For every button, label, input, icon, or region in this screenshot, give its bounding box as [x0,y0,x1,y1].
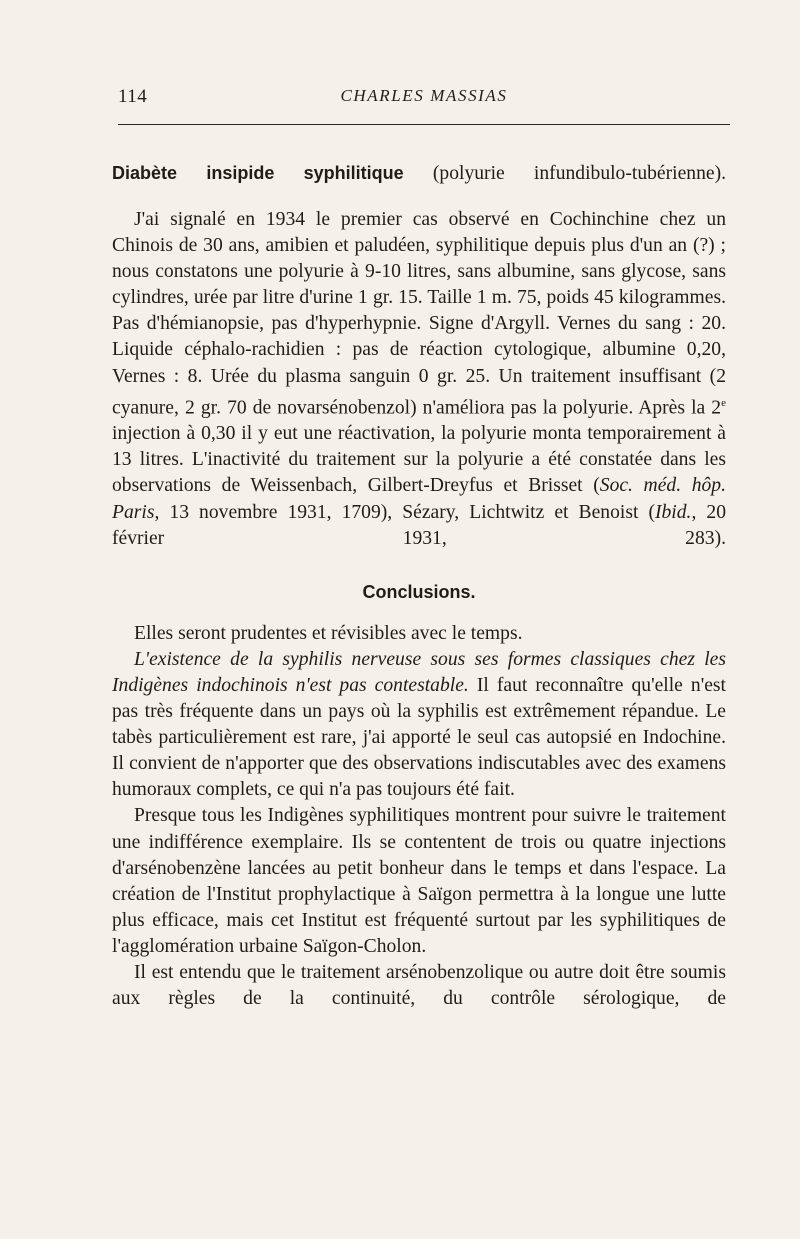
paragraph-conclusions-2: L'existence de la syphilis nerveuse sous ses formes classiques chez les Indigènes indochinois n'est pas contestable. Il faut reconnaître qu'elle n'est pas très fréquente dans un pays où la syphilis est extrêmement répandue. Le tabès particulièrement est rare, j'ai apporté le seul cas autopsié en Indochine. Il convient de n'apporter que des observations indiscutables avec des examens humoraux complets, ce qui n'a pas toujours été fait. [112,648,726,801]
paragraph-conclusions-1: Elles seront prudentes et révisibles avec le temps. [134,622,523,644]
paragraph-conclusions-4: Il est entendu que le traitement arsénobenzolique ou autre doit être soumis aux règles de la continuité, du contrôle sérologique, de [112,961,726,1010]
section-heading-diabete [112,160,726,187]
section-heading-rest: (polyurie infundibulo-tubérienne). [432,163,726,184]
page-body [112,160,726,1012]
header-rule [118,124,730,125]
section-title-conclusions: Conclusions. [362,581,476,602]
section-heading-bold: Diabète insipide syphilitique [112,163,404,183]
paragraph-conclusions-3: Presque tous les Indigènes syphilitiques montrent pour suivre le traitement une indifférence exemplaire. Ils se contentent de trois ou quatre injections d'arsénobenzène lancées au petit bonheur dans le temps et dans l'espace. La création de l'Institut prophylactique à Saïgon permettra à la longue une lutte plus efficace, mais cet Institut est fréquenté surtout par les syphilitiques de l'agglomération urbaine Saïgon-Cholon. [112,805,726,957]
page-header [118,86,730,116]
page-number: 114 [118,86,148,107]
paragraph-case-report: J'ai signalé en 1934 le premier cas observé en Cochinchine chez un Chinois de 30 ans, amibien et paludéen, syphilitique depuis plus d'un an (?) ; nous constatons une polyurie à 9-10 litres, sans albumine, sans glycose, sans cylindres, urée par litre d'urine 1 gr. 15. Taille 1 m. 75, poids 45 kilogrammes. Pas d'hémianopsie, pas d'hyperhypnie. Signe d'Argyll. Vernes du sang : 20. Liquide céphalo-rachidien : pas de réaction cytologique, albumine 0,20, Vernes : 8. Urée du plasma sanguin 0 gr. 25. Un traitement insuffisant (2 cyanure, 2 gr. 70 de novarsénobenzol) n'améliora pas la polyurie. Après la 2e injection à 0,30 il y eut une réactivation, la polyurie monta temporairement à 13 litres. L'inactivité du traitement sur la polyurie a été constatée dans les observations de Weissenbach, Gilbert-Dreyfus et Brisset (Soc. méd. hôp. Paris, 13 novembre 1931, 1709), Sézary, Lichtwitz et Benoist (Ibid., 20 février 1931, 283). [112,209,727,549]
running-head: CHARLES MASSIAS [340,86,508,105]
